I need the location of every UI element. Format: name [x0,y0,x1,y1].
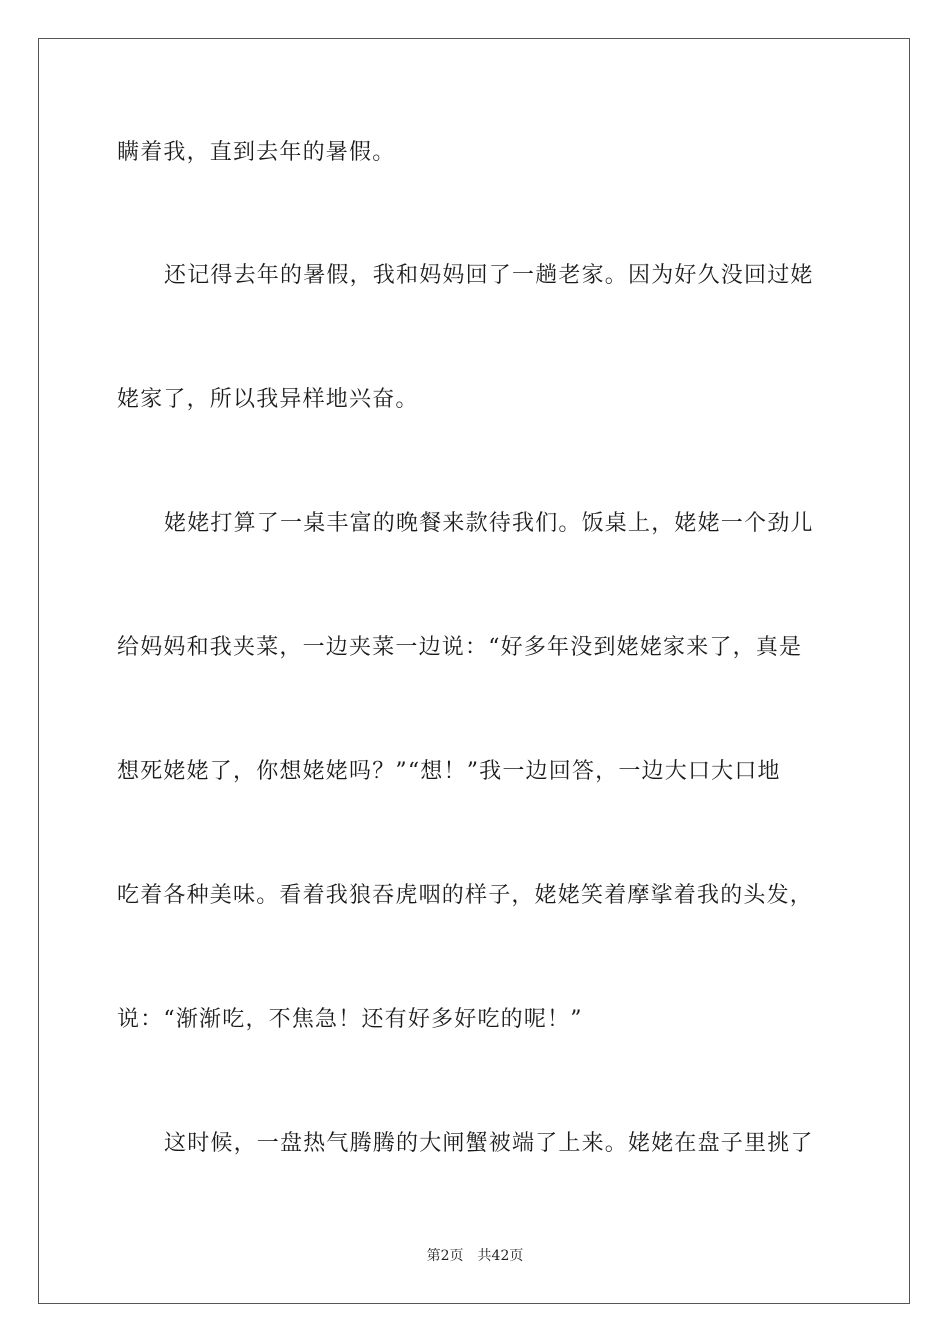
text-line-7: 吃着各种美味。看着我狼吞虎咽的样子，姥姥笑着摩挲着我的头发， [117,883,814,908]
text-line-9: 这时候，一盘热气腾腾的大闸蟹被端了上来。姥姥在盘子里挑了 [164,1131,814,1156]
page-total: 共42页 [477,1248,524,1264]
page-footer [0,1246,950,1266]
text-line-5: 给妈妈和我夹菜，一边夹菜一边说：“好多年没到姥姥家来了，真是 [117,635,803,660]
page-border [38,38,910,1304]
text-line-6: 想死姥姥了，你想姥姥吗？”“想！”我一边回答，一边大口大口地 [117,759,781,784]
text-line-3: 姥家了，所以我异样地兴奋。 [117,387,419,412]
text-line-1: 瞒着我，直到去年的暑假。 [117,140,396,165]
text-line-2: 还记得去年的暑假，我和妈妈回了一趟老家。因为好久没回过姥 [164,263,814,288]
text-line-8: 说：“渐渐吃，不焦急！还有好多好吃的呢！” [117,1007,583,1032]
text-line-4: 姥姥打算了一桌丰富的晚餐来款待我们。饭桌上，姥姥一个劲儿 [164,511,814,536]
page-number: 第2页 [426,1248,464,1264]
